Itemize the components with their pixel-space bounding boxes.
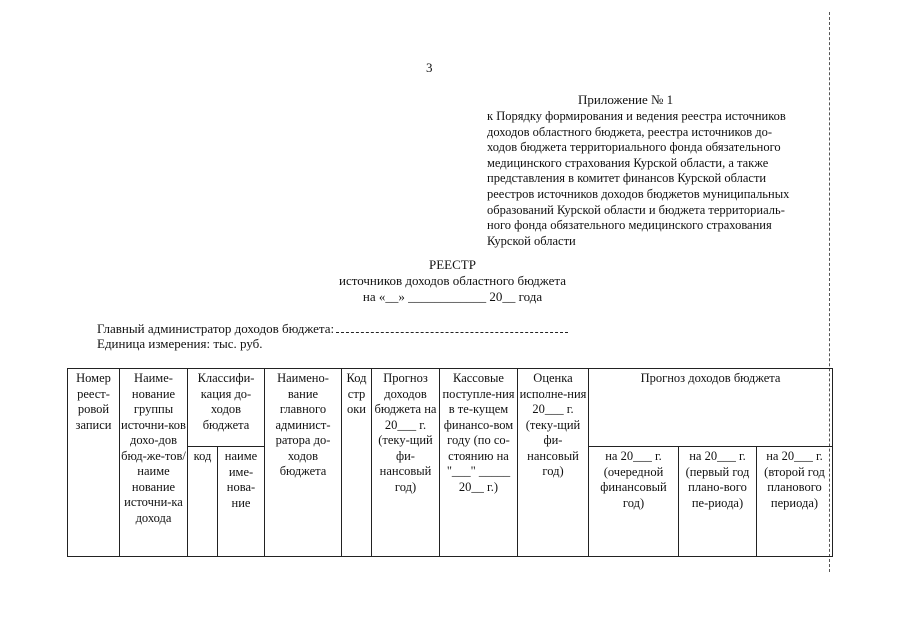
header-forecast-current: Прогноз доходов бюджета на 20___ г. (теку-щий фи-нансовый год) [372, 369, 440, 557]
appendix-title: Приложение № 1 [578, 92, 674, 107]
header-year-1: на 20___ г. (очередной финансовый год) [589, 447, 679, 557]
admin-label: Главный администратор доходов бюджета: [97, 321, 335, 336]
header-class-name: наиме име-нова-ние [218, 447, 265, 557]
header-year-2: на 20___ г. (первый год плано-вого пе-риода) [679, 447, 757, 557]
admin-blank-line [336, 320, 568, 333]
header-administrator: Наимено-вание главного админист-ратора до-ходов бюджета [265, 369, 342, 557]
appendix-line: Курской области [487, 233, 576, 248]
appendix-line: медицинского страхования Курской области, а также [487, 155, 769, 170]
appendix-line: образований Курской области и бюджета территориаль- [487, 202, 785, 217]
header-cash-receipts: Кассовые поступле-ния в те-кущем финансо-вом году (по со-стоянию на "___" _____ 20__ г.) [440, 369, 518, 557]
register-table [67, 368, 833, 557]
page-number: 3 [426, 60, 433, 75]
header-row-code: Код стр оки [342, 369, 372, 557]
header-number: Номер реест-ровой записи [68, 369, 120, 557]
admin-field [97, 320, 568, 337]
appendix-line: доходов областного бюджета, реестра источников до- [487, 124, 773, 139]
header-year-3: на 20___ г. (второй год планового периода) [757, 447, 833, 557]
register-date-line: на «__» ____________ 20__ года [362, 289, 543, 304]
appendix-line: представления в комитет финансов Курской области [487, 171, 767, 186]
appendix-line: ного фонда обязательного медицинского страхования [487, 218, 772, 233]
header-estimate: Оценка исполне-ния 20___ г. (теку-щий фи-нансовый год) [518, 369, 589, 557]
header-forecast-budget: Прогноз доходов бюджета [589, 369, 833, 447]
header-group-name: Наиме-нование группы источни-ков дохо-дов бюд-же-тов/наиме нование источни-ка дохода [120, 369, 188, 557]
register-subtitle: источников доходов областного бюджета [338, 273, 566, 288]
register-title: РЕЕСТР [429, 257, 476, 272]
header-class-code: код [188, 447, 218, 557]
header-classification: Классифи-кация до-ходов бюджета [188, 369, 265, 447]
unit-label: Единица измерения: тыс. руб. [97, 336, 263, 351]
appendix-text [487, 109, 843, 249]
appendix-line: ходов бюджета территориального фонда обязательного [487, 140, 781, 155]
appendix-line: реестров источников доходов бюджетов муниципальных [487, 186, 790, 201]
appendix-line: к Порядку формирования и ведения реестра источников [487, 109, 786, 123]
